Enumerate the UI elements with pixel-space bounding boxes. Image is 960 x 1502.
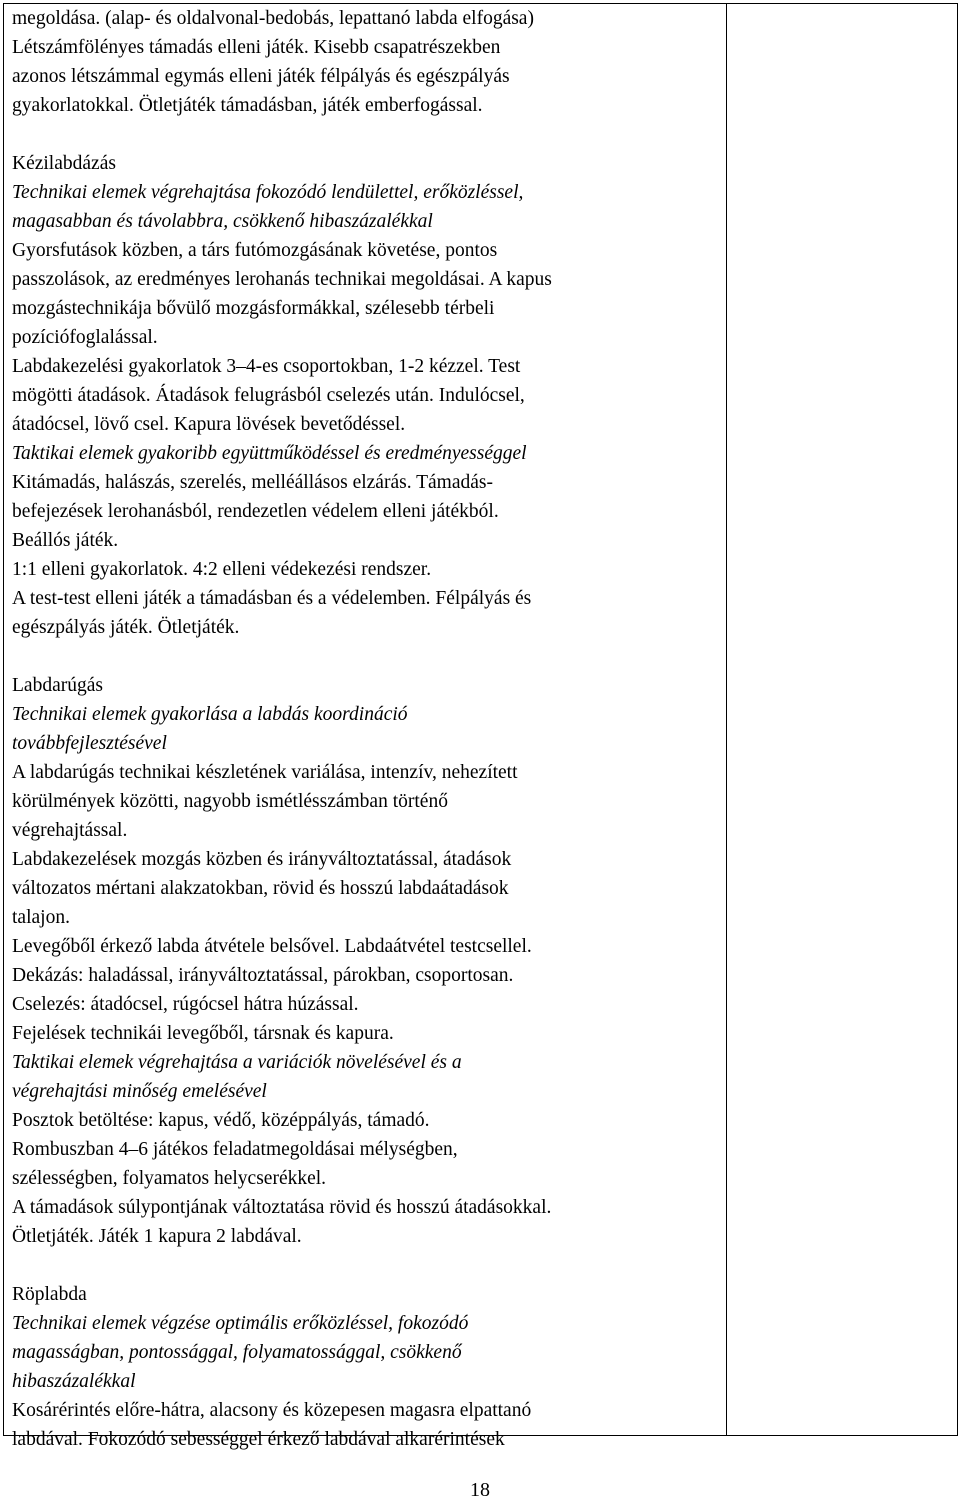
section-subheading: Technikai elemek gyakorlása a labdás koordináció xyxy=(12,704,408,725)
section-line: Kitámadás, halászás, szerelés, melléállásos elzárás. Támadás- xyxy=(12,472,493,493)
intro-line: gyakorlatokkal. Ötletjáték támadásban, játék emberfogással. xyxy=(12,95,483,116)
content-column xyxy=(12,4,722,1454)
section-subheading: továbbfejlesztésével xyxy=(12,733,167,754)
section-line: átadócsel, lövő csel. Kapura lövések bevetődéssel. xyxy=(12,414,406,435)
section-subheading: hibaszázalékkal xyxy=(12,1371,136,1392)
section-line: talajon. xyxy=(12,907,70,928)
intro-line: azonos létszámmal egymás elleni játék félpályás és egészpályás xyxy=(12,66,510,87)
section-title: Kézilabdázás xyxy=(12,153,116,174)
section-line: körülmények közötti, nagyobb ismétlésszámban történő xyxy=(12,791,448,812)
page-number: 18 xyxy=(470,1479,490,1501)
section-line: Labdakezelések mozgás közben és irányváltoztatással, átadások xyxy=(12,849,512,870)
section-line: Levegőből érkező labda átvétele belsővel. Labdaátvétel testcsellel. xyxy=(12,936,532,957)
section-subheading: végrehajtási minőség emelésével xyxy=(12,1081,267,1102)
section-line: labdával. Fokozódó sebességgel érkező labdával alkarérintések xyxy=(12,1429,505,1450)
intro-line: Létszámfölényes támadás elleni játék. Kisebb csapatrészekben xyxy=(12,37,501,58)
section-title: Röplabda xyxy=(12,1284,87,1305)
section-line: Cselezés: átadócsel, rúgócsel hátra húzással. xyxy=(12,994,359,1015)
section-line: A labdarúgás technikai készletének variálása, intenzív, nehezített xyxy=(12,762,518,783)
section-line: Fejelések technikái levegőből, társnak és kapura. xyxy=(12,1023,394,1044)
paragraph-gap xyxy=(12,642,722,671)
section-line: befejezések lerohanásból, rendezetlen védelem elleni játékból. xyxy=(12,501,499,522)
section-line: szélességben, folyamatos helycserékkel. xyxy=(12,1168,327,1189)
paragraph-gap xyxy=(12,120,722,149)
section-line: passzolások, az eredményes lerohanás technikai megoldásai. A kapus xyxy=(12,269,552,290)
section-line: változatos mértani alakzatokban, rövid és hosszú labdaátadások xyxy=(12,878,509,899)
section-subheading: Technikai elemek végzése optimális erőközléssel, fokozódó xyxy=(12,1313,469,1334)
section-line: A test-test elleni játék a támadásban és a védelemben. Félpályás és xyxy=(12,588,532,609)
section-line: Gyorsfutások közben, a társ futómozgásának követése, pontos xyxy=(12,240,498,261)
section-subheading: magasabban és távolabbra, csökkenő hibaszázalékkal xyxy=(12,211,433,232)
column-divider xyxy=(726,3,727,1436)
section-line: végrehajtással. xyxy=(12,820,128,841)
section-subheading: Taktikai elemek gyakoribb együttműködéssel és eredményességgel xyxy=(12,443,527,464)
section-line: Beállós játék. xyxy=(12,530,119,551)
section-line: Ötletjáték. Játék 1 kapura 2 labdával. xyxy=(12,1226,302,1247)
section-line: Dekázás: haladással, irányváltoztatással, párokban, csoportosan. xyxy=(12,965,514,986)
section-line: Posztok betöltése: kapus, védő, középpályás, támadó. xyxy=(12,1110,430,1131)
section-line: 1:1 elleni gyakorlatok. 4:2 elleni védekezési rendszer. xyxy=(12,559,432,580)
section-line: Kosárérintés előre-hátra, alacsony és közepesen magasra elpattanó xyxy=(12,1400,532,1421)
section-line: mozgástechnikája bővülő mozgásformákkal, szélesebb térbeli xyxy=(12,298,495,319)
section-subheading: magasságban, pontossággal, folyamatossággal, csökkenő xyxy=(12,1342,462,1363)
intro-line: megoldása. (alap- és oldalvonal-bedobás, lepattanó labda elfogása) xyxy=(12,8,534,29)
section-line: mögötti átadások. Átadások felugrásból cselezés után. Indulócsel, xyxy=(12,385,525,406)
section-title: Labdarúgás xyxy=(12,675,103,696)
paragraph-gap xyxy=(12,1251,722,1280)
section-line: pozíciófoglalással. xyxy=(12,327,158,348)
section-subheading: Taktikai elemek végrehajtása a variációk növelésével és a xyxy=(12,1052,462,1073)
section-line: A támadások súlypontjának változtatása rövid és hosszú átadásokkal. xyxy=(12,1197,552,1218)
section-line: Labdakezelési gyakorlatok 3–4-es csoportokban, 1-2 kézzel. Test xyxy=(12,356,521,377)
section-subheading: Technikai elemek végrehajtása fokozódó lendülettel, erőközléssel, xyxy=(12,182,524,203)
section-line: Rombuszban 4–6 játékos feladatmegoldásai mélységben, xyxy=(12,1139,458,1160)
section-line: egészpályás játék. Ötletjáték. xyxy=(12,617,240,638)
